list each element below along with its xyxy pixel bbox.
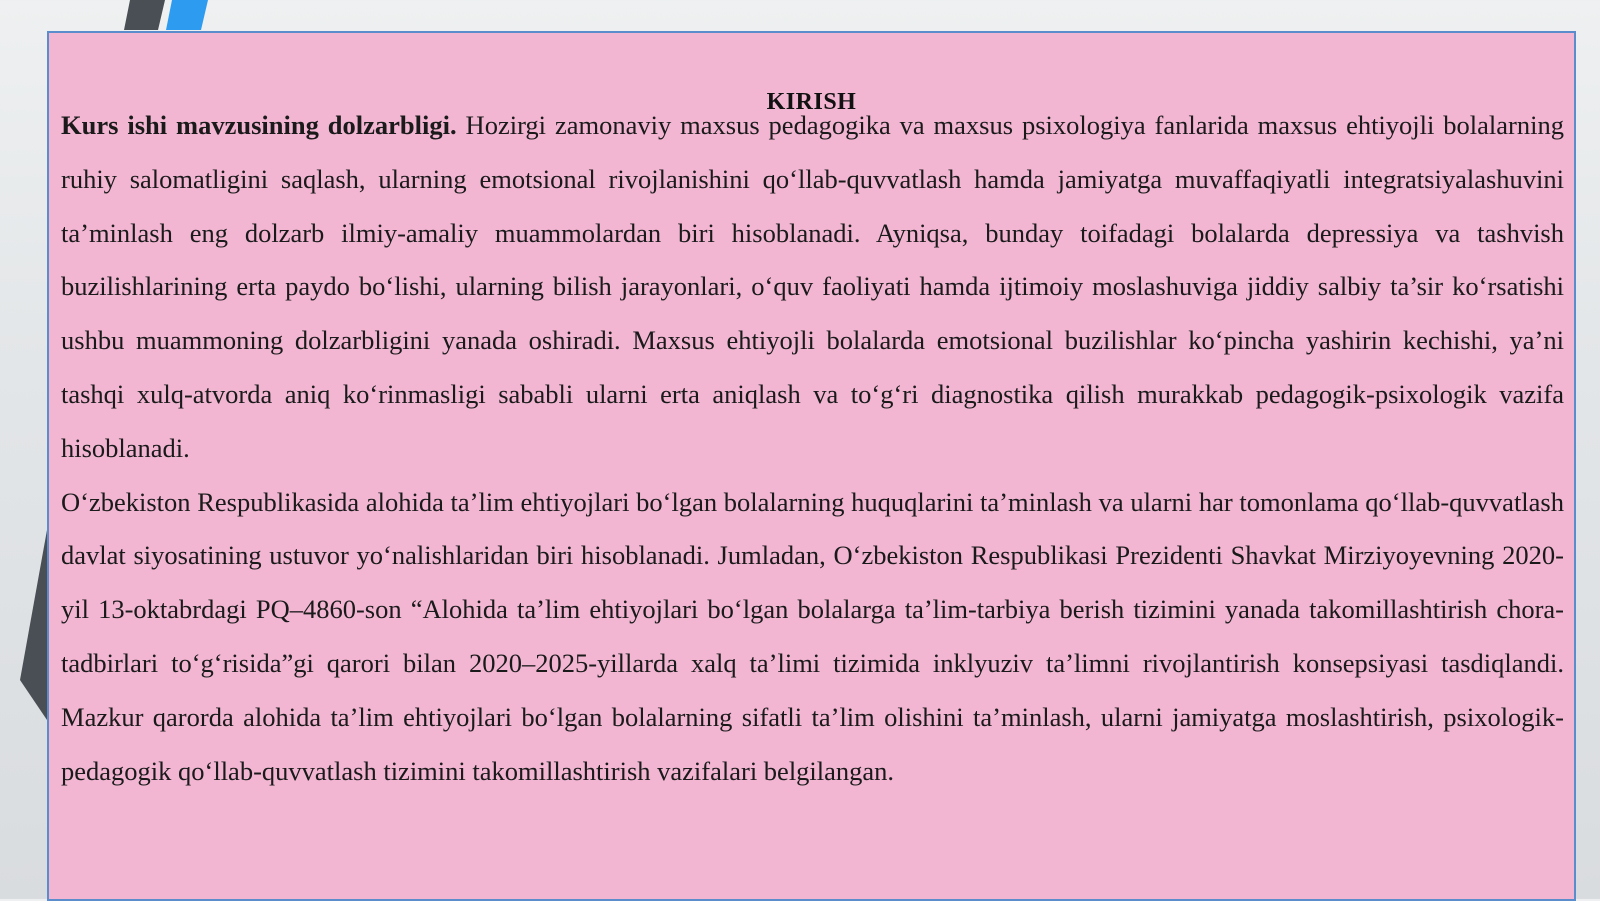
dark-stripe-decoration — [124, 0, 165, 30]
slide-content-panel — [47, 31, 1576, 901]
side-wedge-decoration — [20, 530, 47, 720]
paragraph-text: Hozirgi zamonaviy maxsus pedagogika va maxsus psixologiya fanlarida maxsus ehtiyojli bolalarning ruhiy salomatligini saqlash, ularning emotsional rivojlanishini qo‘llab-quvvatlash hamda jamiyatga muvaffaqiyatli integratsiyalashuvini ta’minlash eng dolzarb ilmiy-amaliy muammolardan biri hisoblanadi. Ayniqsa, bunday toifadagi bolalarda depressiya va tashvish buzilishlarining erta paydo bo‘lishi, ularning bilish jarayonlari, o‘quv faoliyati hamda ijtimoiy moslashuviga jiddiy salbiy ta’sir ko‘rsatishi ushbu muammoning dolzarbligini yanada oshiradi. Maxsus ehtiyojli bolalarda emotsional buzilishlar ko‘pincha yashirin kechishi, ya’ni tashqi xulq-atvorda aniq ko‘rinmasligi sababli ularni erta aniqlash va to‘g‘ri diagnostika qilish murakkab pedagogik-psixologik vazifa hisoblanadi. — [61, 110, 1564, 463]
slide-title: KIRISH — [766, 89, 857, 115]
paragraph-relevance — [61, 99, 1564, 476]
paragraph-policy — [61, 476, 1564, 799]
paragraph-text: O‘zbekiston Respublikasida alohida ta’lim ehtiyojlari bo‘lgan bolalarning huquqlarini ta’minlash va ularni har tomonlama qo‘llab-quvvatlash davlat siyosatining ustuvor yo‘nalishlaridan biri hisoblanadi. Jumladan, O‘zbekiston Respublikasi Prezidenti Shavkat Mirziyoyevning 2020-yil 13-oktabrdagi PQ–4860-son “Alohida ta’lim ehtiyojlari bo‘lgan bolalarga ta’lim-tarbiya berish tizimini yanada takomillashtirish chora-tadbirlari to‘g‘risida”gi qarori bilan 2020–2025-yillarda xalq ta’limi tizimida inklyuziv ta’limni rivojlantirish konsepsiyasi tasdiqlandi. Mazkur qarorda alohida ta’lim ehtiyojlari bo‘lgan bolalarning sifatli ta’lim olishini ta’minlash, ularni jamiyatga moslashtirish, psixologik-pedagogik qo‘llab-quvvatlash tizimini takomillashtirish vazifalari belgilangan. — [61, 486, 1564, 786]
paragraph-lead-heading: Kurs ishi mavzusining dolzarbligi. — [61, 110, 457, 140]
body-text — [61, 99, 1564, 798]
blue-stripe-decoration — [166, 0, 208, 30]
